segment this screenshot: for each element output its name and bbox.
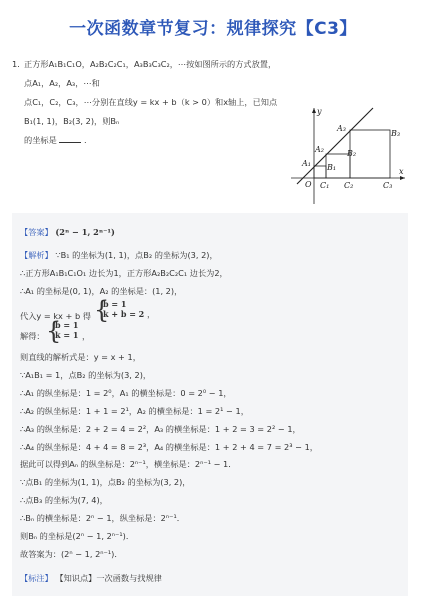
y-arrow-icon: [312, 108, 316, 113]
answer-line: [20, 227, 115, 238]
analysis-line: [20, 250, 218, 261]
solution-panel: [12, 213, 408, 596]
label-b1: B₁: [327, 163, 337, 172]
label-b2: B₂: [347, 149, 357, 158]
label-x: x: [399, 167, 404, 176]
analysis-line: ∵A₁B₁ = 1，点B₂ 的坐标为(3, 2)，: [20, 370, 152, 380]
label-b3: B₃: [391, 129, 401, 138]
label-c2: C₂: [344, 181, 354, 190]
x-arrow-icon: [400, 176, 405, 180]
label-a3: A₃: [337, 124, 346, 133]
equation-system-1: { b = 1 k + b = 2: [94, 296, 145, 324]
answer-tag: 【答案】: [20, 227, 53, 237]
squares-figure: [287, 100, 409, 208]
answer-value: (2ⁿ − 1, 2ⁿ⁻¹): [55, 227, 115, 237]
label-c1: C₁: [320, 181, 330, 190]
analysis-line: ∴正方形A₁B₁C₁O₁ 边长为1，正方形A₂B₂C₂C₁ 边长为2，: [20, 268, 228, 278]
analysis-line: ∴A₁ 的纵坐标是：1 = 2⁰，A₁ 的横坐标是：0 = 2⁰ − 1，: [20, 388, 232, 398]
analysis-line: [20, 331, 45, 342]
analysis-line: ∴A₄ 的纵坐标是：4 + 4 = 8 = 2³，A₄ 的横坐标是：1 + 2 + 4 = 7 = 2³ − 1，: [20, 442, 318, 452]
line-y-kx-b: [297, 108, 373, 184]
equation-system-2: { b = 1 k = 1: [46, 317, 79, 345]
page-title: 一次函数章节复习：规律探究【C3】: [69, 19, 357, 39]
analysis-line: ∴点B₃ 的坐标为(7, 4)，: [20, 495, 108, 505]
equation-row: k + b = 2: [103, 309, 145, 319]
question-block: [12, 55, 280, 150]
equation-row: b = 1: [55, 320, 79, 330]
analysis-line: 据此可以得到Aₙ 的纵坐标是：2ⁿ⁻¹，横坐标是：2ⁿ⁻¹ − 1．: [20, 459, 237, 469]
note-tag: 【标注】: [20, 573, 53, 583]
answer-blank: [59, 133, 81, 143]
analysis-text: 解得：: [20, 331, 45, 341]
equation-tail: ，: [82, 331, 91, 341]
question-text: 的坐标是: [24, 135, 57, 145]
analysis-text: ∵B₁ 的坐标为(1, 1)，点B₂ 的坐标为(3, 2)，: [55, 250, 218, 260]
analysis-line: ∴Bₙ 的横坐标是：2ⁿ − 1，纵坐标是：2ⁿ⁻¹．: [20, 513, 185, 523]
equation-row: k = 1: [55, 330, 79, 340]
analysis-line: 则直线的解析式是：y = x + 1，: [20, 352, 141, 362]
equation-tail: ，: [147, 309, 156, 319]
square-1: [314, 166, 326, 178]
note-line: [20, 573, 162, 584]
question-line: 正方形A₁B₁C₁O，A₂B₂C₂C₁，A₃B₃C₃C₂，⋯按如图所示的方式放置，点A₁，A₂，A₃，⋯和: [24, 59, 277, 88]
analysis-line: ∴A₂ 的纵坐标是：1 + 1 = 2¹，A₂ 的横坐标是：1 = 2¹ − 1，: [20, 406, 249, 416]
question-line: 点C₁，C₂，C₃，⋯分别在直线y = kx + b（k > 0）和x轴上，已知点B₁(1, 1)，B₂(3, 2)，则Bₙ: [24, 97, 278, 126]
label-a2: A₂: [315, 145, 324, 154]
question-text: .: [83, 135, 87, 145]
analysis-line: ∴A₃ 的纵坐标是：2 + 2 = 4 = 2²，A₃ 的横坐标是：1 + 2 = 3 = 2² − 1，: [20, 424, 301, 434]
question-number: 1.: [12, 59, 20, 69]
question-line: [24, 131, 280, 150]
analysis-line: 故答案为：(2ⁿ − 1, 2ⁿ⁻¹)．: [20, 549, 123, 559]
analysis-tag: 【解析】: [20, 250, 53, 260]
label-c3: C₃: [383, 181, 393, 190]
analysis-line: ∴A₁ 的坐标是(0, 1)，A₂ 的坐标是：(1, 2)，: [20, 286, 183, 296]
label-o: O: [305, 180, 312, 189]
analysis-line: 则Bₙ 的坐标是(2ⁿ − 1, 2ⁿ⁻¹)．: [20, 531, 135, 541]
analysis-line: ∵点B₁ 的坐标为(1, 1)，点B₂ 的坐标为(3, 2)，: [20, 477, 191, 487]
analysis-text: 代入y = kx + b 得: [20, 311, 91, 321]
label-y: y: [317, 107, 322, 116]
label-a1: A₁: [302, 159, 311, 168]
note-text: 【知识点】一次函数与找规律: [55, 573, 162, 583]
equation-row: b = 1: [103, 299, 127, 309]
